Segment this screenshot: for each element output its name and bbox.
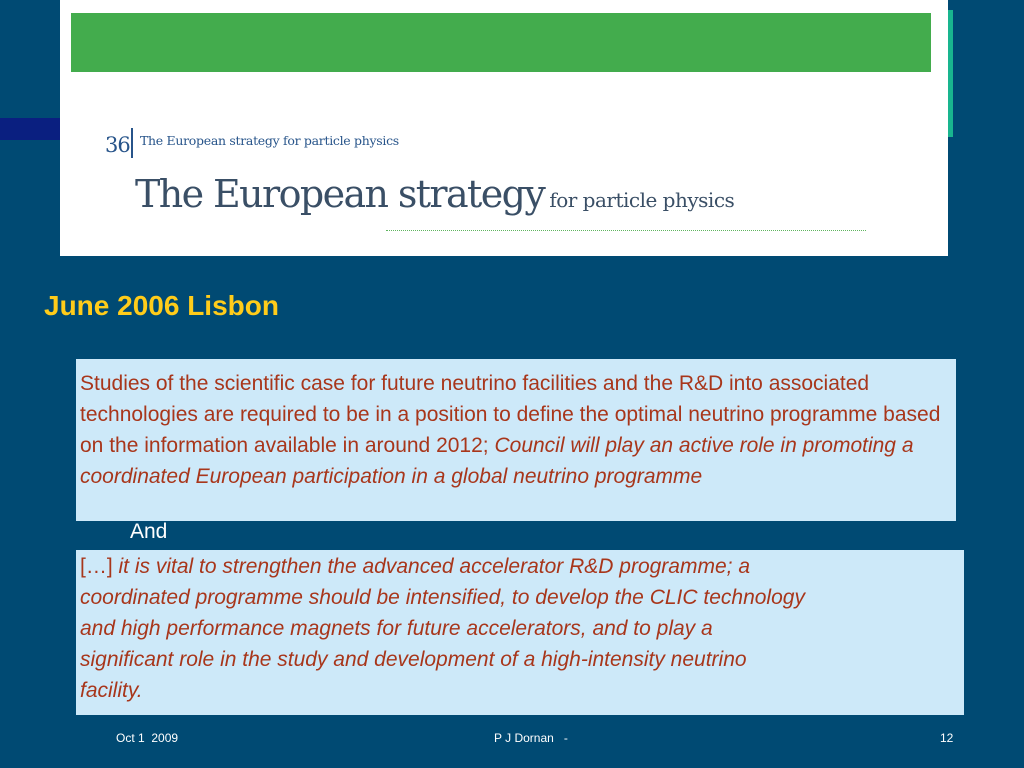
quote-2-prefix: […] xyxy=(80,555,113,578)
quote-1-italic-text: Council will play an active role in promoting a coordinated European participation in a global neutrino programme xyxy=(80,434,914,488)
quote-2-text: it is vital to strengthen the advanced accelerator R&D programme; a xyxy=(118,555,750,578)
page-number-divider xyxy=(131,128,133,158)
quote-2-line: significant role in the study and development of a high-intensity neutrino xyxy=(80,648,747,671)
green-banner xyxy=(71,13,931,72)
document-running-head: The European strategy for particle physics xyxy=(140,133,399,148)
document-title-main: The European strategy xyxy=(135,172,545,216)
connector-text: And xyxy=(130,520,168,543)
footer-page-number: 12 xyxy=(940,731,954,745)
footer-author: P J Dornan - xyxy=(494,731,568,745)
decorative-bar-left xyxy=(0,118,60,140)
document-title-sub: for particle physics xyxy=(549,188,735,212)
document-title xyxy=(135,172,734,216)
quote-1-normal-text: Studies of the scientific case for future neutrino facilities and the R&D into associated technologies are required to be in a position to define the optimal neutrino programme based on the information available in around 2012; xyxy=(80,372,941,457)
quote-2-line: facility. xyxy=(80,679,143,702)
document-page-number: 36 xyxy=(105,133,130,157)
dotted-rule xyxy=(386,230,866,231)
quote-box-accelerator xyxy=(76,550,964,715)
quote-box-neutrino xyxy=(76,359,956,521)
footer-date: Oct 1 2009 xyxy=(116,731,179,745)
slide-heading: June 2006 Lisbon xyxy=(44,290,279,321)
quote-2-line xyxy=(80,551,964,582)
quote-2-line: coordinated programme should be intensified, to develop the CLIC technology xyxy=(80,586,805,609)
document-header-image xyxy=(60,0,948,256)
quote-2-line: and high performance magnets for future accelerators, and to play a xyxy=(80,617,713,640)
